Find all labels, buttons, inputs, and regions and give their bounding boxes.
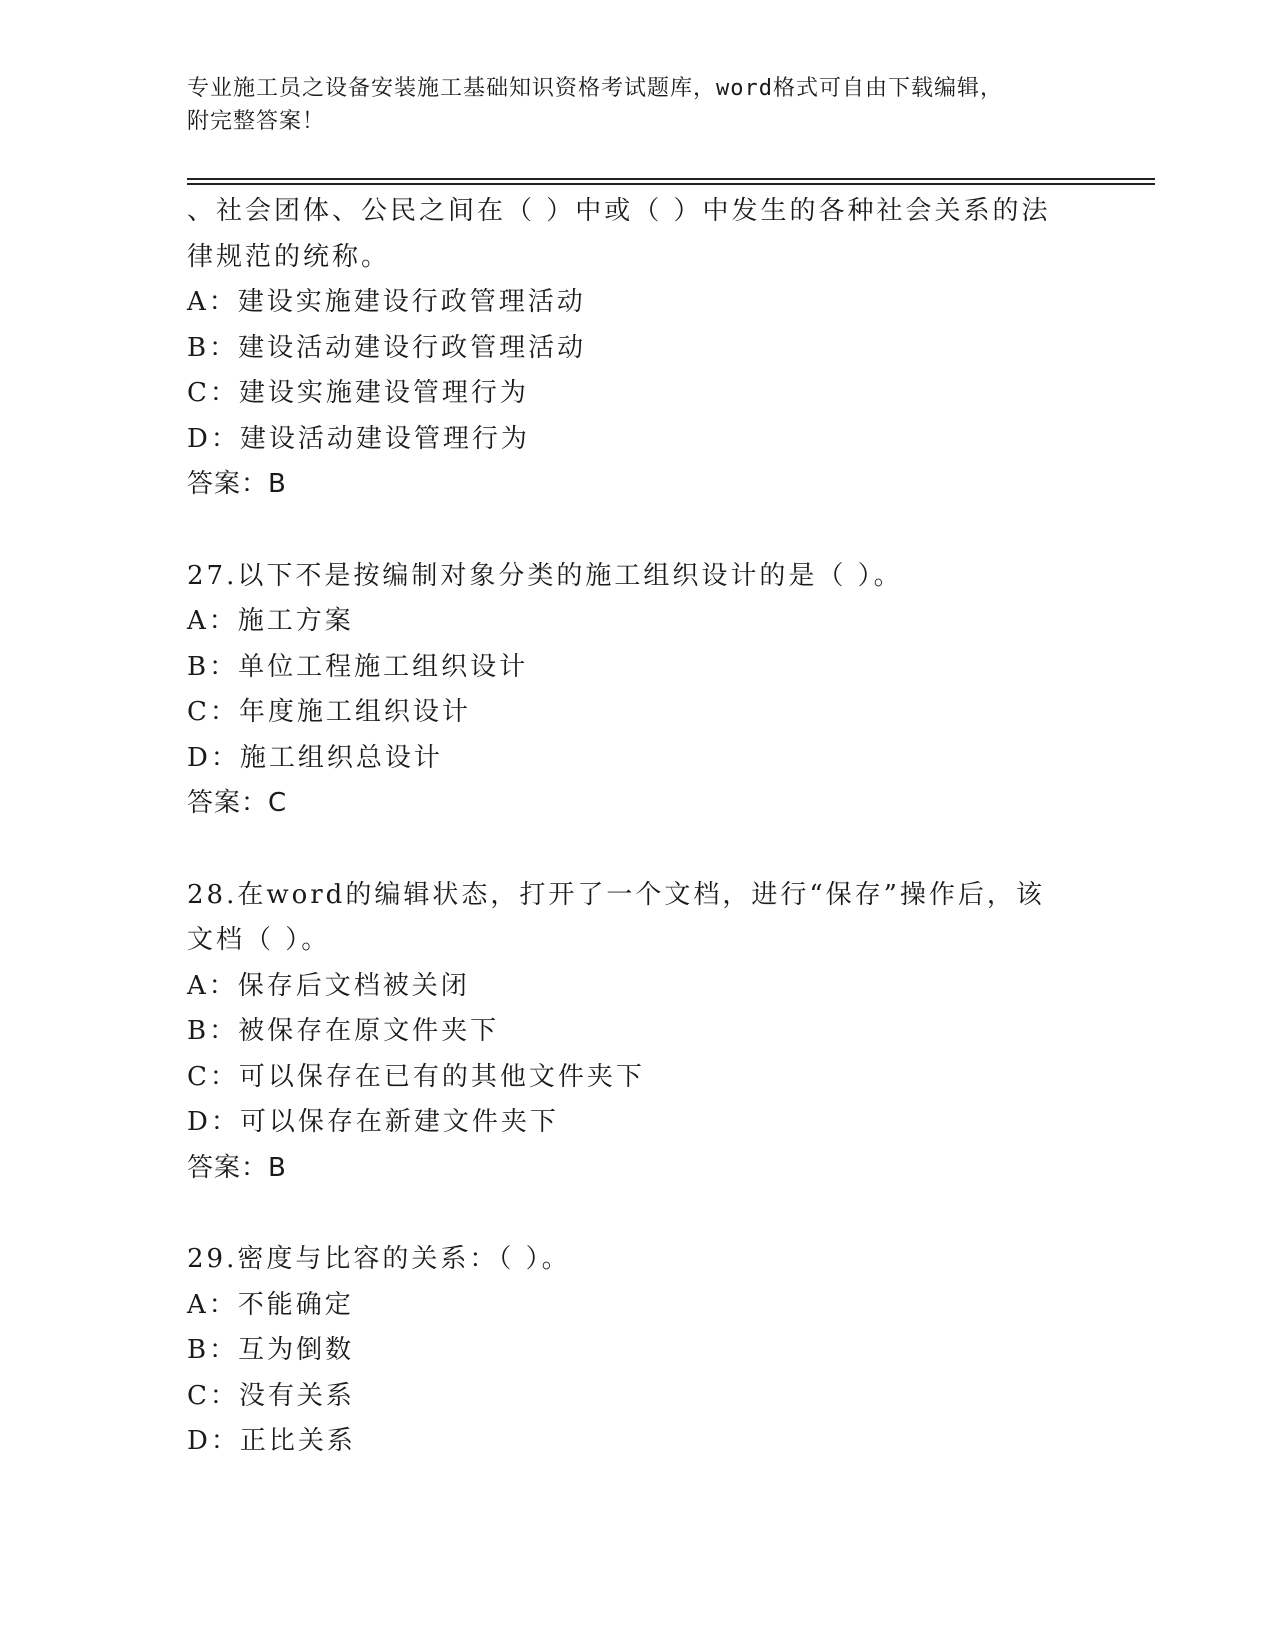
- header-divider-top: [187, 178, 1155, 180]
- option-c: C：没有关系: [187, 1380, 355, 1411]
- header-divider-bottom: [187, 183, 1155, 185]
- option-a: A：施工方案: [187, 606, 354, 636]
- question-stem-continued: 文档（ ）。: [187, 925, 331, 955]
- answer-line: 答案：B: [187, 1152, 287, 1183]
- option-c: C：建设实施建设管理行为: [187, 378, 529, 408]
- question-27: [187, 554, 1087, 827]
- option-a: A：保存后文档被关闭: [187, 970, 470, 1001]
- question-stem: 29.密度与比容的关系：（ ）。: [187, 1244, 571, 1274]
- question-stem: 27.以下不是按编制对象分类的施工组织设计的是（ ）。: [187, 560, 903, 591]
- option-b: B：建设活动建设行政管理活动: [187, 332, 587, 363]
- option-d: D：可以保存在新建文件夹下: [187, 1107, 559, 1137]
- question-list: [187, 189, 1087, 1465]
- spacer: [187, 508, 1087, 554]
- question-stem: 28.在word的编辑状态，打开了一个文档，进行“保存”操作后，该: [187, 879, 1045, 910]
- option-b: B：互为倒数: [187, 1335, 355, 1365]
- option-c: C：年度施工组织设计: [187, 697, 471, 727]
- question-stem-continued: 律规范的统称。: [187, 241, 391, 272]
- answer-line: 答案：B: [187, 469, 287, 499]
- option-b: B：被保存在原文件夹下: [187, 1016, 500, 1046]
- option-c: C：可以保存在已有的其他文件夹下: [187, 1061, 645, 1092]
- option-d: D：施工组织总设计: [187, 742, 443, 773]
- question-28: [187, 873, 1087, 1192]
- document-header: [187, 72, 1087, 138]
- header-line-2: 附完整答案！: [187, 109, 326, 134]
- option-b: B：单位工程施工组织设计: [187, 651, 529, 682]
- option-d: D：建设活动建设管理行为: [187, 423, 530, 454]
- option-a: A：不能确定: [187, 1289, 354, 1320]
- question-stem: 、社会团体、公民之间在（ ）中或（ ）中发生的各种社会关系的法: [187, 196, 1051, 226]
- option-a: A：建设实施建设行政管理活动: [187, 287, 586, 317]
- spacer: [187, 1191, 1087, 1237]
- question-29: [187, 1237, 1087, 1465]
- answer-line: 答案：C: [187, 788, 288, 818]
- spacer: [187, 827, 1087, 873]
- question-26: [187, 189, 1087, 508]
- option-d: D：正比关系: [187, 1426, 356, 1456]
- header-line-1: 专业施工员之设备安装施工基础知识资格考试题库，word格式可自由下载编辑，: [187, 76, 1003, 101]
